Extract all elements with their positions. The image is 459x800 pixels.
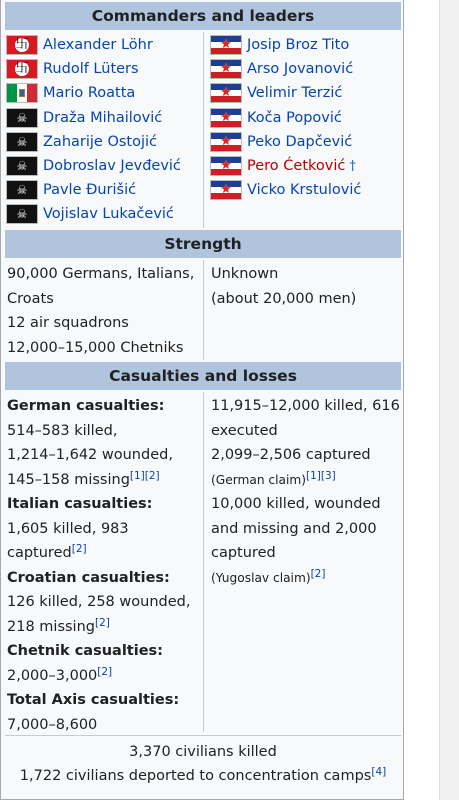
commander-row (211, 57, 361, 81)
section-separator (5, 735, 401, 736)
yugoslav-partisans-flag-icon[interactable]: ★ (211, 60, 241, 78)
commander-row (7, 33, 181, 57)
yugoslav-partisans-flag-icon[interactable]: ★ (211, 133, 241, 151)
commander-row (7, 106, 181, 130)
civilians-deported: 1,722 civilians deported to concentration camps (19, 768, 372, 784)
casualty-line: captured (7, 545, 72, 561)
commander-row (7, 81, 181, 105)
commander-row (211, 106, 361, 130)
commander-link[interactable]: Vicko Krstulović (247, 182, 362, 199)
reference-link[interactable]: [2] (94, 616, 110, 629)
partisan-casualties (211, 394, 400, 590)
reference-link[interactable]: [2] (97, 665, 113, 678)
commander-row (7, 178, 181, 202)
commander-row (211, 130, 361, 154)
reference-link[interactable]: [2] (71, 543, 87, 555)
reference-link[interactable]: [2] (144, 469, 160, 482)
casualty-line: 2,000–3,000 (7, 667, 98, 684)
yugoslav-partisans-flag-icon[interactable]: ★ (211, 181, 241, 199)
commander-link[interactable]: Peko Dapčević (247, 133, 353, 150)
chetnik-flag-icon[interactable]: ☠ (7, 157, 37, 175)
commander-row (211, 81, 361, 105)
axis-strength (7, 262, 194, 360)
commander-row (211, 154, 361, 178)
commander-link[interactable]: Arso Jovanović (247, 61, 354, 78)
commander-link[interactable]: Pavle Đurišić (43, 182, 137, 199)
commander-row (7, 154, 181, 178)
strength-header: Strength (5, 230, 401, 258)
commander-link[interactable]: Pero Ćetković (247, 158, 346, 175)
partisan-strength-line: Unknown (211, 266, 279, 282)
claim-note: (Yugoslav claim) (211, 570, 311, 585)
casualty-line: executed (211, 422, 278, 439)
commander-row (7, 130, 181, 154)
german-reich-flag-icon[interactable]: 卐 (7, 36, 37, 54)
kingdom-of-italy-flag-icon[interactable] (7, 84, 37, 102)
commander-link[interactable]: Velimir Terzić (247, 85, 343, 102)
commander-link[interactable]: Vojislav Lukačević (43, 206, 174, 223)
german-reich-flag-icon[interactable]: 卐 (7, 60, 37, 78)
commander-link[interactable]: Mario Roatta (43, 85, 136, 102)
partisan-commanders-list (211, 33, 361, 202)
reference-link[interactable]: [2] (310, 567, 326, 580)
commander-link[interactable]: Koča Popović (247, 109, 342, 126)
axis-strength-line: 90,000 Germans, Italians, (7, 266, 195, 282)
axis-strength-line: 12 air squadrons (7, 315, 129, 331)
yugoslav-partisans-flag-icon[interactable]: ★ (211, 157, 241, 175)
casualty-line: 7,000–8,600 (7, 716, 98, 733)
axis-casualties (7, 394, 190, 737)
column-divider (203, 32, 204, 228)
casualty-line: 1,214–1,642 wounded, (7, 447, 173, 463)
axis-strength-line: 12,000–15,000 Chetniks (7, 339, 184, 356)
yugoslav-partisans-flag-icon[interactable]: ★ (211, 84, 241, 102)
reference-link[interactable]: [1] (129, 469, 145, 482)
axis-commanders-list (7, 33, 181, 227)
chetnik-flag-icon[interactable]: ☠ (7, 181, 37, 199)
reference-link[interactable]: [1] (306, 469, 321, 482)
casualty-line: 126 killed, 258 wounded, (7, 594, 191, 610)
yugoslav-partisans-flag-icon[interactable]: ★ (211, 109, 241, 127)
claim-note: (German claim) (211, 472, 307, 487)
chetnik-flag-icon[interactable]: ☠ (7, 133, 37, 151)
german-casualties-heading: German casualties: (7, 398, 165, 414)
partisan-strength (211, 262, 356, 311)
killed-in-action-dagger: † (349, 158, 356, 174)
column-divider (203, 392, 204, 732)
axis-strength-line: Croats (7, 290, 54, 307)
commander-row (211, 178, 361, 202)
casualty-line: 145–158 missing (7, 471, 130, 488)
casualty-line: 514–583 killed, (7, 422, 118, 439)
reference-link[interactable]: [3] (320, 469, 336, 482)
reference-link[interactable]: [4] (371, 766, 387, 778)
casualty-line: captured (211, 545, 276, 561)
scrollbar[interactable] (439, 0, 459, 800)
casualty-line: 218 missing (7, 618, 95, 635)
commanders-header: Commanders and leaders (5, 2, 401, 30)
casualties-header: Casualties and losses (5, 362, 401, 390)
commander-link[interactable]: Rudolf Lüters (43, 61, 139, 78)
civilians-killed: 3,370 civilians killed (129, 744, 277, 760)
italian-casualties-heading: Italian casualties: (7, 496, 153, 512)
chetnik-casualties-heading: Chetnik casualties: (7, 643, 163, 659)
column-divider (203, 260, 204, 360)
casualty-line: 2,099–2,506 captured (211, 447, 371, 463)
casualty-line: 10,000 killed, wounded (211, 496, 381, 512)
partisan-strength-line: (about 20,000 men) (211, 290, 357, 307)
commander-link[interactable]: Dobroslav Jevđević (43, 158, 181, 175)
casualty-line: 11,915–12,000 killed, 616 (211, 398, 400, 414)
commander-row (211, 33, 361, 57)
total-axis-casualties-heading: Total Axis casualties: (7, 692, 180, 708)
chetnik-flag-icon[interactable]: ☠ (7, 109, 37, 127)
yugoslav-partisans-flag-icon[interactable]: ★ (211, 36, 241, 54)
chetnik-flag-icon[interactable]: ☠ (7, 205, 37, 223)
commander-link[interactable]: Alexander Löhr (43, 37, 153, 54)
commander-link[interactable]: Draža Mihailović (43, 109, 163, 126)
casualty-line: 1,605 killed, 983 (7, 520, 129, 537)
commander-link[interactable]: Zaharije Ostojić (43, 133, 157, 150)
croatian-casualties-heading: Croatian casualties: (7, 569, 170, 586)
civilian-casualties (5, 740, 401, 788)
commander-row (7, 202, 181, 226)
commander-row (7, 57, 181, 81)
casualty-line: and missing and 2,000 (211, 520, 377, 537)
commander-link[interactable]: Josip Broz Tito (247, 37, 350, 54)
